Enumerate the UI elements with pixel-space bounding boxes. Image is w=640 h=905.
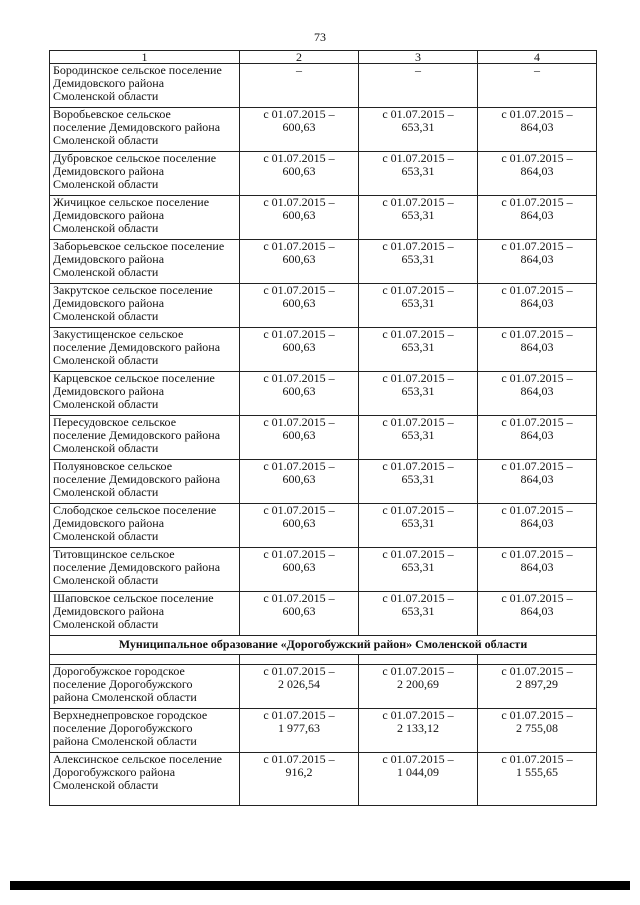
value-col-4-cell: с 01.07.2015 – 864,03 xyxy=(478,152,597,196)
settlement-name-cell: Пересудовское сельское поселение Демидовского района Смоленской области xyxy=(50,416,240,460)
value-col-3-cell: с 01.07.2015 – 653,31 xyxy=(359,196,478,240)
dorogobuzh-rows xyxy=(50,665,597,806)
value-col-3-cell: с 01.07.2015 – 653,31 xyxy=(359,152,478,196)
settlement-name-cell: Воробьевское сельское поселение Демидовского района Смоленской области xyxy=(50,108,240,152)
section-row xyxy=(50,636,597,655)
page-number: 73 xyxy=(314,30,326,44)
value-col-2-cell: с 01.07.2015 – 1 977,63 xyxy=(240,709,359,753)
table-row xyxy=(50,548,597,592)
value-col-4-cell: с 01.07.2015 – 864,03 xyxy=(478,460,597,504)
settlement-name-cell: Шаповское сельское поселение Демидовского района Смоленской области xyxy=(50,592,240,636)
table-row xyxy=(50,108,597,152)
spacer-row xyxy=(50,655,597,665)
value-col-2-cell: с 01.07.2015 – 600,63 xyxy=(240,372,359,416)
value-col-2-cell: с 01.07.2015 – 600,63 xyxy=(240,284,359,328)
settlement-name-cell: Титовщинское сельское поселение Демидовского района Смоленской области xyxy=(50,548,240,592)
settlement-name-cell: Алексинское сельское поселение Дорогобужского района Смоленской области xyxy=(50,753,240,806)
settlement-name-cell: Дорогобужское городское поселение Дорогобужского района Смоленской области xyxy=(50,665,240,709)
settlement-name-cell: Жичицкое сельское поселение Демидовского района Смоленской области xyxy=(50,196,240,240)
table-row xyxy=(50,152,597,196)
value-col-4-cell: с 01.07.2015 – 864,03 xyxy=(478,592,597,636)
value-col-3-cell: с 01.07.2015 – 653,31 xyxy=(359,592,478,636)
header-col-4: 4 xyxy=(478,51,597,64)
value-col-4-cell: с 01.07.2015 – 864,03 xyxy=(478,108,597,152)
table-row xyxy=(50,592,597,636)
settlement-name-cell: Слободское сельское поселение Демидовского района Смоленской области xyxy=(50,504,240,548)
value-col-4-cell: с 01.07.2015 – 864,03 xyxy=(478,504,597,548)
value-col-3-cell: с 01.07.2015 – 1 044,09 xyxy=(359,753,478,806)
table-row xyxy=(50,240,597,284)
table-row xyxy=(50,196,597,240)
settlement-name-cell: Карцевское сельское поселение Демидовского района Смоленской области xyxy=(50,372,240,416)
value-col-3-cell: с 01.07.2015 – 653,31 xyxy=(359,460,478,504)
value-col-3-cell: с 01.07.2015 – 653,31 xyxy=(359,284,478,328)
header-col-2: 2 xyxy=(240,51,359,64)
value-col-2-cell: с 01.07.2015 – 600,63 xyxy=(240,460,359,504)
table-row xyxy=(50,416,597,460)
table-row xyxy=(50,460,597,504)
settlement-name-cell: Заборьевское сельское поселение Демидовского района Смоленской области xyxy=(50,240,240,284)
value-col-2-cell: с 01.07.2015 – 600,63 xyxy=(240,548,359,592)
settlement-name-cell: Верхнеднепровское городское поселение Дорогобужского района Смоленской области xyxy=(50,709,240,753)
demidov-rows xyxy=(50,64,597,636)
value-col-3-cell: с 01.07.2015 – 653,31 xyxy=(359,108,478,152)
value-col-2-cell: с 01.07.2015 – 600,63 xyxy=(240,592,359,636)
value-col-4-cell: с 01.07.2015 – 864,03 xyxy=(478,548,597,592)
table-row xyxy=(50,504,597,548)
settlement-name-cell: Дубровское сельское поселение Демидовского района Смоленской области xyxy=(50,152,240,196)
value-col-2-cell: с 01.07.2015 – 600,63 xyxy=(240,152,359,196)
value-col-2-cell: с 01.07.2015 – 916,2 xyxy=(240,753,359,806)
value-col-2-cell: с 01.07.2015 – 600,63 xyxy=(240,328,359,372)
value-col-3-cell: с 01.07.2015 – 2 200,69 xyxy=(359,665,478,709)
value-col-3-cell: с 01.07.2015 – 653,31 xyxy=(359,372,478,416)
settlement-name-cell: Полуяновское сельское поселение Демидовского района Смоленской области xyxy=(50,460,240,504)
section-title: Муниципальное образование «Дорогобужский район» Смоленской области xyxy=(50,636,597,655)
value-col-4-cell: с 01.07.2015 – 864,03 xyxy=(478,328,597,372)
value-col-2-cell: с 01.07.2015 – 600,63 xyxy=(240,416,359,460)
table-row xyxy=(50,328,597,372)
settlement-name-cell: Закустищенское сельское поселение Демидовского района Смоленской области xyxy=(50,328,240,372)
header-col-1: 1 xyxy=(50,51,240,64)
value-col-3-cell: с 01.07.2015 – 653,31 xyxy=(359,504,478,548)
value-col-3-cell: – xyxy=(359,64,478,108)
table-row xyxy=(50,753,597,806)
value-col-3-cell: с 01.07.2015 – 2 133,12 xyxy=(359,709,478,753)
table-row xyxy=(50,64,597,108)
table-row xyxy=(50,709,597,753)
bottom-border-bar xyxy=(10,881,630,890)
value-col-4-cell: с 01.07.2015 – 1 555,65 xyxy=(478,753,597,806)
value-col-4-cell: с 01.07.2015 – 864,03 xyxy=(478,240,597,284)
value-col-4-cell: с 01.07.2015 – 2 755,08 xyxy=(478,709,597,753)
value-col-3-cell: с 01.07.2015 – 653,31 xyxy=(359,416,478,460)
value-col-3-cell: с 01.07.2015 – 653,31 xyxy=(359,240,478,284)
header-col-3: 3 xyxy=(359,51,478,64)
settlement-name-cell: Бородинское сельское поселение Демидовского района Смоленской области xyxy=(50,64,240,108)
value-col-4-cell: с 01.07.2015 – 864,03 xyxy=(478,372,597,416)
value-col-4-cell: с 01.07.2015 – 2 897,29 xyxy=(478,665,597,709)
table-row xyxy=(50,665,597,709)
value-col-3-cell: с 01.07.2015 – 653,31 xyxy=(359,328,478,372)
value-col-3-cell: с 01.07.2015 – 653,31 xyxy=(359,548,478,592)
table-row xyxy=(50,372,597,416)
value-col-2-cell: с 01.07.2015 – 600,63 xyxy=(240,196,359,240)
value-col-2-cell: – xyxy=(240,64,359,108)
value-col-4-cell: – xyxy=(478,64,597,108)
table-row xyxy=(50,284,597,328)
header-row xyxy=(50,51,597,64)
value-col-2-cell: с 01.07.2015 – 2 026,54 xyxy=(240,665,359,709)
value-col-2-cell: с 01.07.2015 – 600,63 xyxy=(240,108,359,152)
value-col-4-cell: с 01.07.2015 – 864,03 xyxy=(478,284,597,328)
value-col-4-cell: с 01.07.2015 – 864,03 xyxy=(478,416,597,460)
value-col-2-cell: с 01.07.2015 – 600,63 xyxy=(240,504,359,548)
tariff-table xyxy=(49,50,597,806)
value-col-4-cell: с 01.07.2015 – 864,03 xyxy=(478,196,597,240)
value-col-2-cell: с 01.07.2015 – 600,63 xyxy=(240,240,359,284)
settlement-name-cell: Закрутское сельское поселение Демидовского района Смоленской области xyxy=(50,284,240,328)
